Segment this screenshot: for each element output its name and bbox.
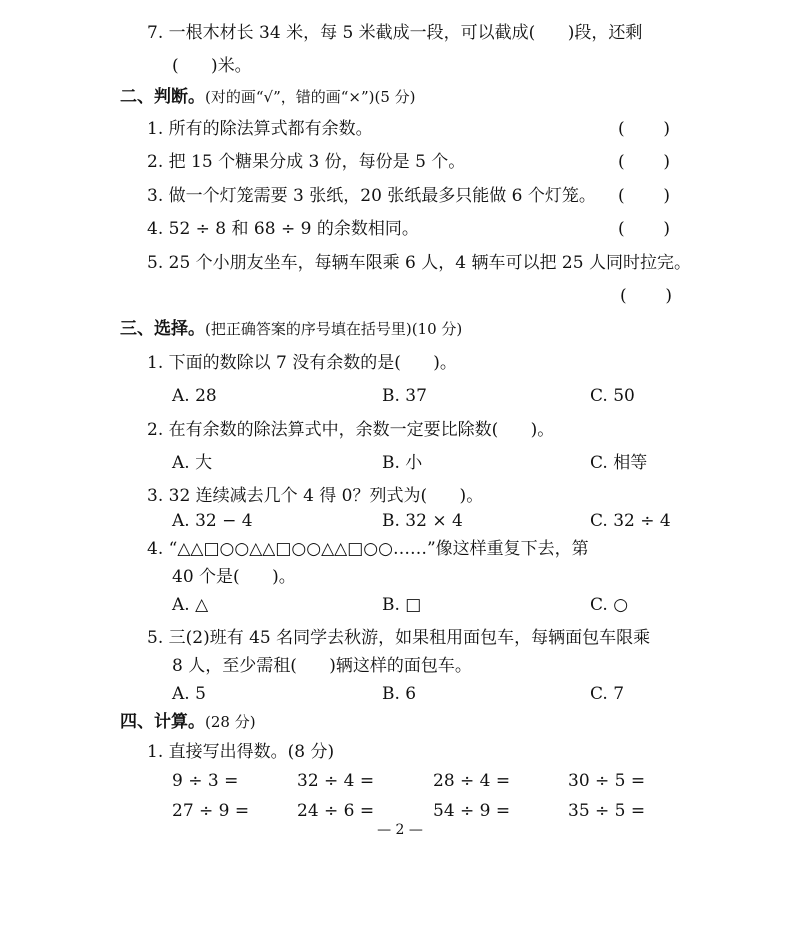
choice-q4-stem-cont: 40 个是( )。	[172, 567, 296, 587]
choice-q5-option-a[interactable]: A. 5	[172, 684, 206, 704]
choice-q1-option-c[interactable]: C. 50	[590, 386, 635, 406]
q7-line2: ( )米。	[172, 56, 252, 76]
choice-q3-option-c[interactable]: C. 32 ÷ 4	[590, 511, 671, 531]
choice-q4-stem: 4. “△△□○○△△□○○△△□○○……”像这样重复下去，第	[147, 539, 589, 559]
calc-eq: 35 ÷ 5 =	[568, 801, 646, 821]
section4-note: (28 分)	[205, 713, 256, 731]
judge-item-5: 5. 25 个小朋友坐车，每辆车限乘 6 人，4 辆车可以把 25 人同时拉完。	[147, 253, 691, 273]
judge-item-3: 3. 做一个灯笼需要 3 张纸，20 张纸最多只能做 6 个灯笼。	[147, 186, 596, 206]
calc-eq: 32 ÷ 4 =	[297, 771, 375, 791]
choice-q1-option-b[interactable]: B. 37	[382, 386, 427, 406]
judge-answer-2[interactable]: ( )	[618, 152, 670, 172]
choice-q2-option-a[interactable]: A. 大	[172, 453, 213, 473]
choice-q3-option-a[interactable]: A. 32 − 4	[172, 511, 253, 531]
calc-eq: 27 ÷ 9 =	[172, 801, 250, 821]
judge-answer-5[interactable]: ( )	[620, 286, 672, 306]
calc-sub1-title: 1. 直接写出得数。(8 分)	[147, 742, 335, 762]
section3-heading	[120, 318, 462, 340]
choice-q3-stem: 3. 32 连续减去几个 4 得 0？列式为( )。	[147, 486, 484, 506]
choice-q4-option-c[interactable]: C. ○	[590, 595, 629, 615]
judge-answer-1[interactable]: ( )	[618, 119, 670, 139]
judge-item-4: 4. 52 ÷ 8 和 68 ÷ 9 的余数相同。	[147, 219, 419, 239]
calc-eq: 28 ÷ 4 =	[433, 771, 511, 791]
judge-item-2: 2. 把 15 个糖果分成 3 份，每份是 5 个。	[147, 152, 466, 172]
calc-eq: 30 ÷ 5 =	[568, 771, 646, 791]
section3-note: (把正确答案的序号填在括号里)(10 分)	[205, 320, 463, 338]
section4-title: 四、计算。	[120, 712, 205, 732]
choice-q1-option-a[interactable]: A. 28	[172, 386, 217, 406]
choice-q2-option-b[interactable]: B. 小	[382, 453, 423, 473]
calc-eq: 24 ÷ 6 =	[297, 801, 375, 821]
calc-eq: 54 ÷ 9 =	[433, 801, 511, 821]
choice-q2-option-c[interactable]: C. 相等	[590, 453, 648, 473]
choice-q5-stem: 5. 三(2)班有 45 名同学去秋游，如果租用面包车，每辆面包车限乘	[147, 628, 651, 648]
judge-answer-3[interactable]: ( )	[618, 186, 670, 206]
judge-answer-4[interactable]: ( )	[618, 219, 670, 239]
choice-q4-option-a[interactable]: A. △	[172, 595, 209, 615]
choice-q2-stem: 2. 在有余数的除法算式中，余数一定要比除数( )。	[147, 420, 555, 440]
q7-line1: 7. 一根木材长 34 米，每 5 米截成一段，可以截成( )段，还剩	[147, 23, 643, 43]
choice-q5-option-b[interactable]: B. 6	[382, 684, 417, 704]
section3-title: 三、选择。	[120, 319, 205, 339]
choice-q1-stem: 1. 下面的数除以 7 没有余数的是( )。	[147, 353, 457, 373]
section4-heading	[120, 711, 256, 733]
page-number: — 2 —	[377, 822, 423, 838]
section2-note: (对的画“√”，错的画“×”)(5 分)	[205, 88, 416, 106]
choice-q3-option-b[interactable]: B. 32 × 4	[382, 511, 463, 531]
section2-heading	[120, 86, 416, 108]
calc-eq: 9 ÷ 3 =	[172, 771, 239, 791]
choice-q5-stem-cont: 8 人，至少需租( )辆这样的面包车。	[172, 656, 472, 676]
choice-q4-option-b[interactable]: B. □	[382, 595, 422, 615]
judge-item-1: 1. 所有的除法算式都有余数。	[147, 119, 373, 139]
choice-q5-option-c[interactable]: C. 7	[590, 684, 625, 704]
section2-title: 二、判断。	[120, 87, 205, 107]
